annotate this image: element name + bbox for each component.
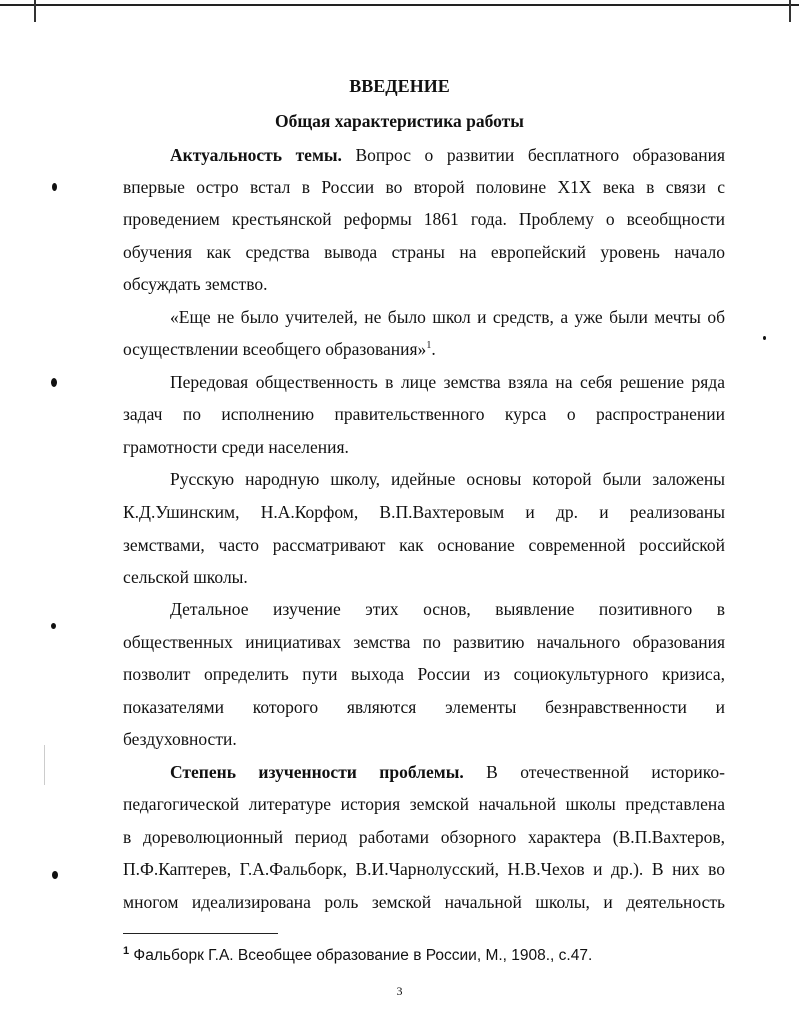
paragraph-text: В отечественной историко-: [463, 762, 725, 782]
paragraph-line: К.Д.Ушинским, Н.А.Корфом, В.П.Вахтеровым и др. и реализованы: [123, 502, 725, 522]
footnote-ref: 1: [426, 340, 432, 352]
paragraph-line: бездуховности.: [123, 729, 237, 749]
paragraph-line: проведением крестьянской реформы 1861 года. Проблему о всеобщности: [123, 209, 725, 229]
paragraph-lead: Степень изученности проблемы.: [170, 762, 464, 782]
paragraph-line: Детальное изучение этих основ, выявление позитивного в: [170, 599, 725, 619]
scan-speck: [51, 623, 56, 629]
footnote: [123, 940, 592, 967]
paragraph-line: сельской школы.: [123, 567, 248, 587]
paragraph-text: Вопрос о развитии бесплатного образования: [341, 145, 725, 165]
paragraph-line: обсуждать земство.: [123, 274, 268, 294]
scan-speck: [52, 871, 58, 879]
scan-line: [44, 745, 45, 785]
paragraph-line: Русскую народную школу, идейные основы которой были заложены: [170, 469, 725, 489]
scan-edge-right: [789, 0, 791, 22]
paragraph-line: многом идеализирована роль земской начальной школы, и деятельность: [123, 892, 725, 912]
paragraph-line: обучения как средства вывода страны на европейский уровень начало: [123, 242, 725, 262]
paragraph-line: [123, 338, 725, 360]
scan-edge-top: [0, 0, 799, 6]
paragraph-line: общественных инициативах земства по развитию начального образования: [123, 632, 725, 652]
scan-speck: [763, 336, 766, 340]
quote-end: .: [431, 339, 436, 359]
scan-speck: [51, 378, 57, 387]
scan-speck: [52, 183, 57, 191]
paragraph-line: позволит определить пути выхода России из социокультурного кризиса,: [123, 664, 725, 684]
footnote-text: Фальборк Г.А. Всеобщее образование в России, М., 1908., с.47.: [129, 947, 593, 965]
footnote-divider: [123, 933, 278, 934]
page-title: ВВЕДЕНИЕ: [349, 76, 450, 96]
paragraph-line: [170, 144, 725, 166]
paragraph-line: земствами, часто рассматривают как основание современной российской: [123, 535, 725, 555]
page-number: 3: [396, 984, 403, 998]
paragraph-line: педагогической литературе история земской начальной школы представлена: [123, 794, 725, 814]
paragraph-line: грамотности среди населения.: [123, 437, 349, 457]
paragraph-line: в дореволюционный период работами обзорного характера (В.П.Вахтеров,: [123, 827, 725, 847]
scan-edge-left: [34, 0, 36, 22]
paragraph-line: задач по исполнению правительственного курса о распространении: [123, 404, 725, 424]
quote-text: осуществлении всеобщего образования»: [123, 339, 427, 359]
footnote-mark: 1: [123, 945, 130, 957]
paragraph-lead: Актуальность темы.: [170, 145, 342, 165]
paragraph-line: показателями которого являются элементы безнравственности и: [123, 697, 725, 717]
paragraph-line: Передовая общественность в лице земства взяла на себя решение ряда: [170, 372, 725, 392]
paragraph-line: впервые остро встал в России во второй половине Х1Х века в связи с: [123, 177, 725, 197]
paragraph-line: [170, 761, 725, 783]
paragraph-line: П.Ф.Каптерев, Г.А.Фальборк, В.И.Чарнолусский, Н.В.Чехов и др.). В них во: [123, 859, 725, 879]
section-subtitle: Общая характеристика работы: [275, 111, 524, 131]
paragraph-line: «Еще не было учителей, не было школ и средств, а уже были мечты об: [170, 307, 725, 327]
